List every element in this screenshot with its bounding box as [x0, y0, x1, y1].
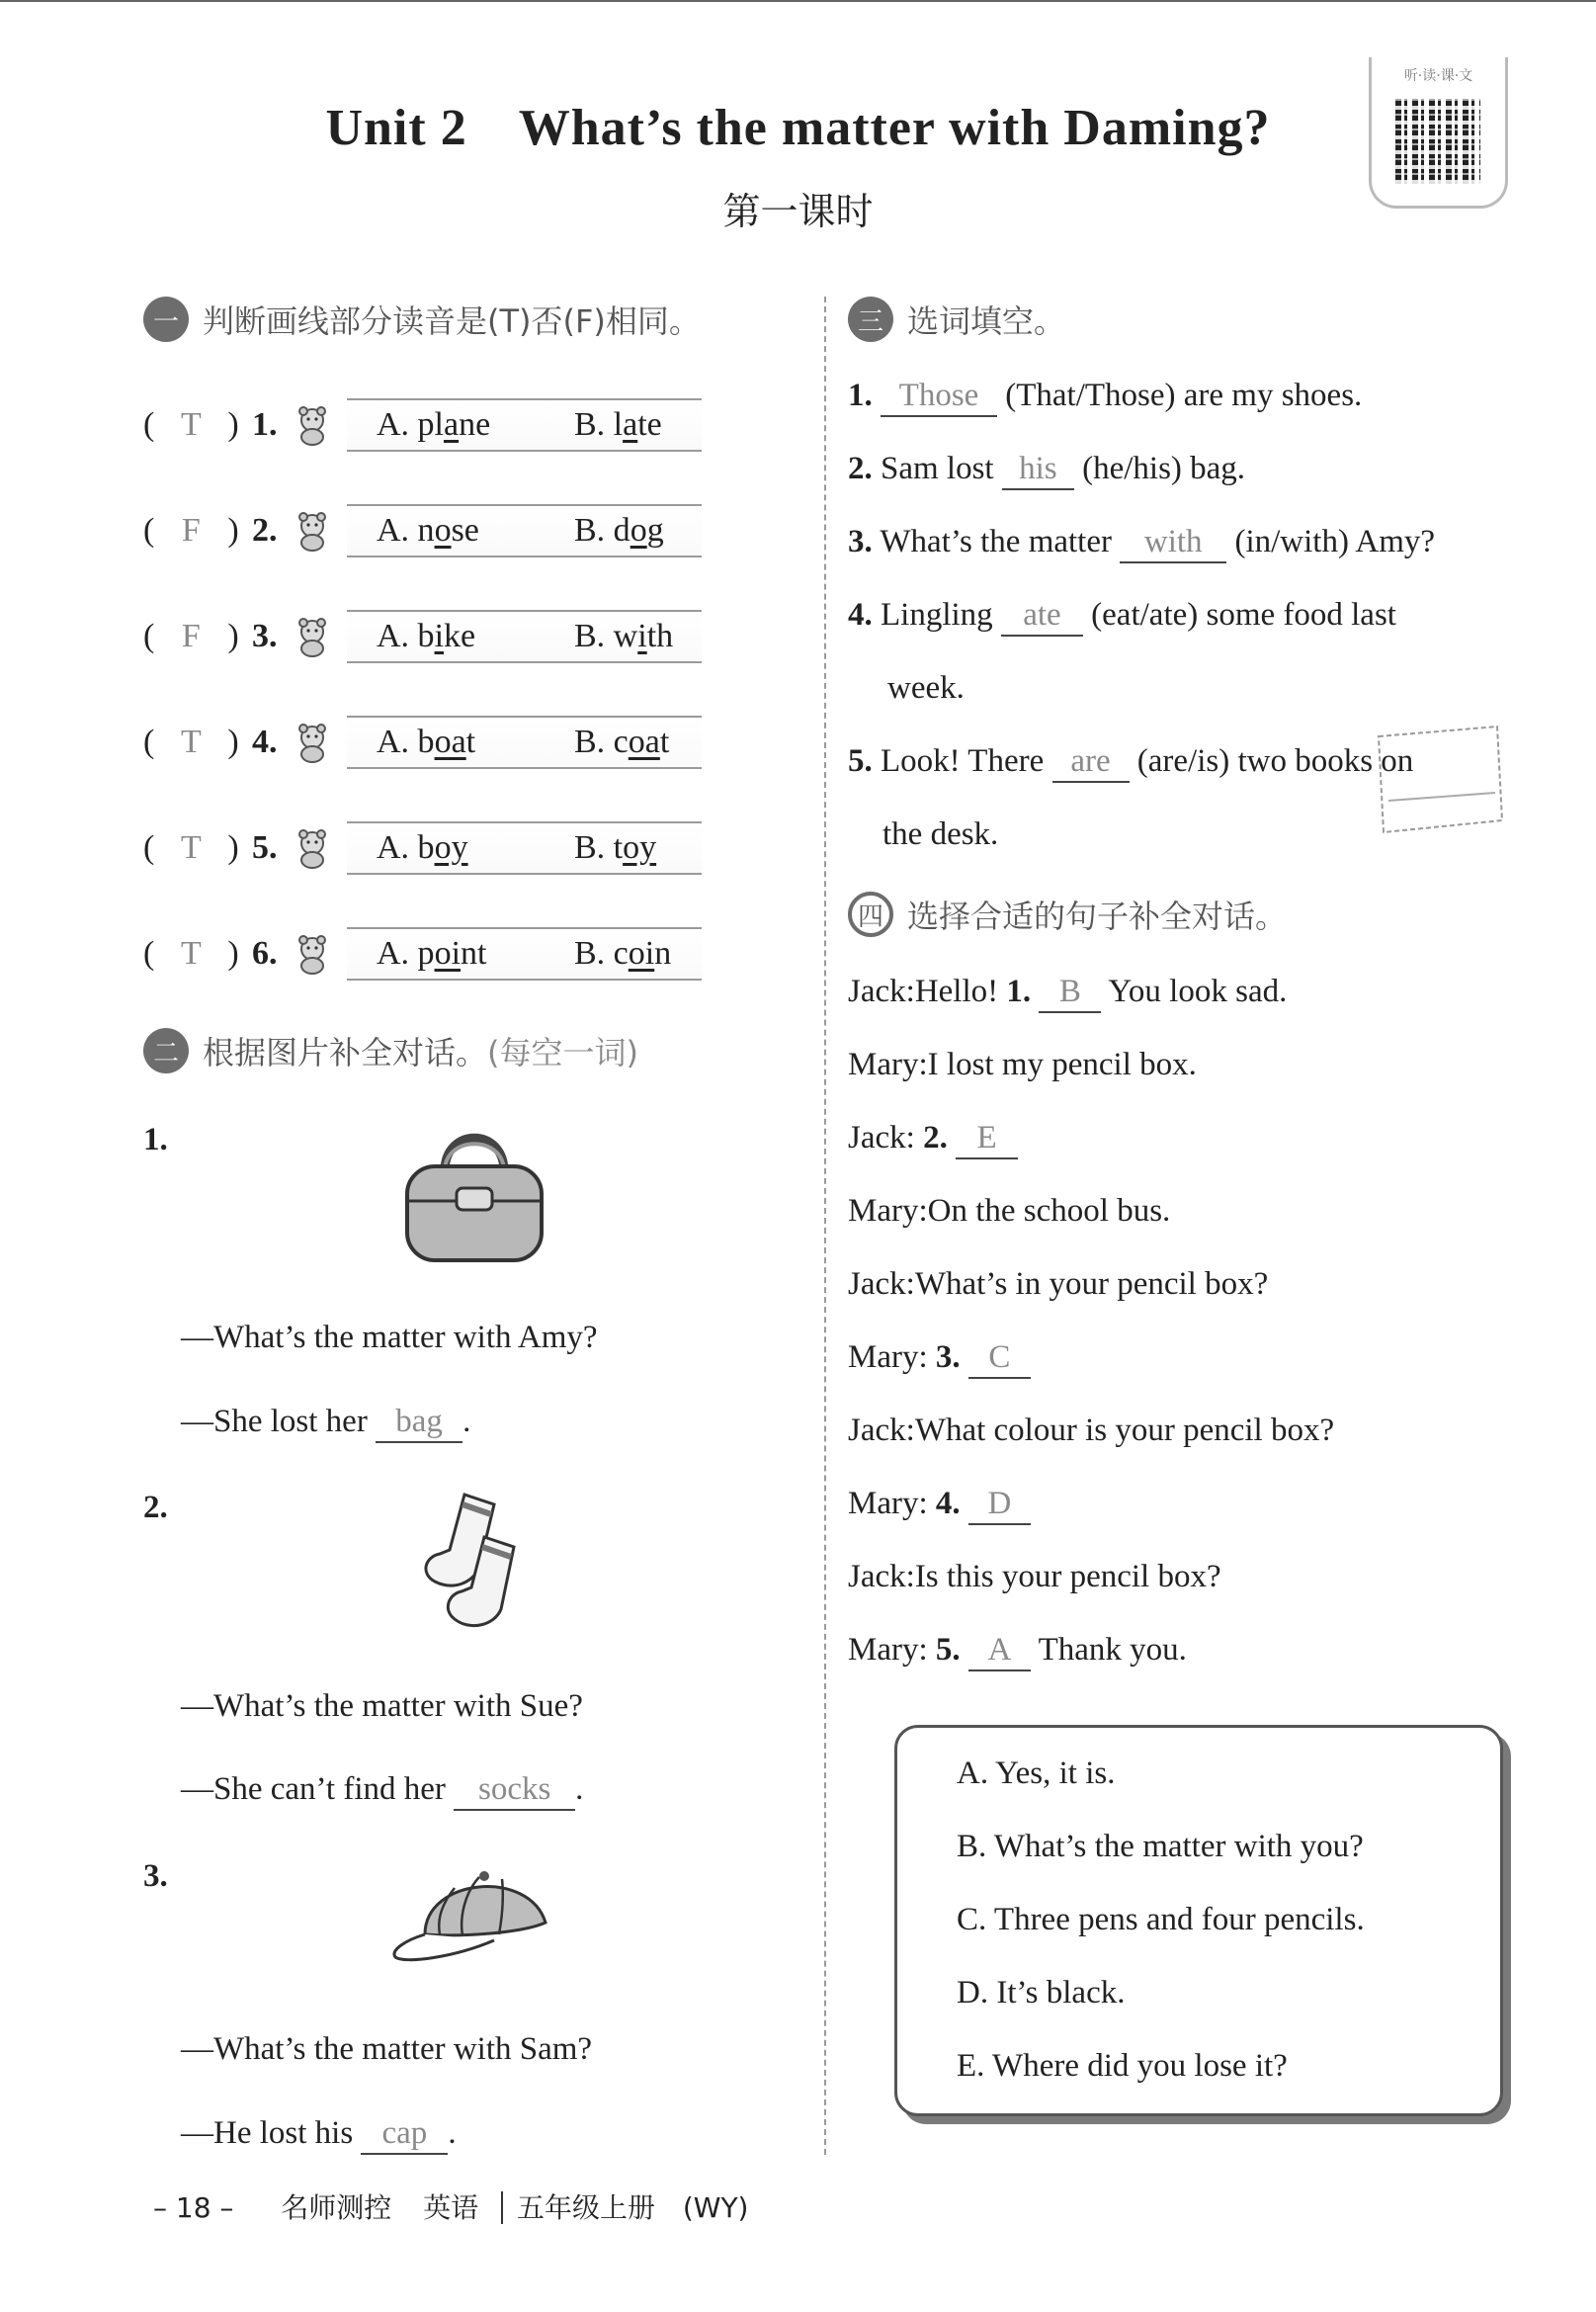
option-e[interactable]: E. Where did you lose it? — [957, 2048, 1288, 2084]
item-number: 3. — [252, 618, 278, 654]
part3-heading — [848, 297, 1065, 342]
answer-paren[interactable]: ( F ) — [143, 512, 239, 549]
item-number: 1. — [848, 378, 873, 413]
part3-item-4-cont: week. — [887, 670, 965, 706]
speaker: Jack: — [848, 1120, 915, 1156]
speaker: Jack: — [848, 1559, 915, 1594]
cap-picture — [385, 1863, 558, 1972]
item-text: Sam lost — [881, 451, 994, 486]
dialog-line — [848, 1486, 1031, 1525]
part3-item-4 — [848, 597, 1396, 637]
part1-number-badge: 一 — [143, 297, 189, 342]
column-divider — [824, 297, 826, 2155]
item-number: 2. — [848, 451, 873, 486]
answer-prefix: —She can’t find her — [181, 1771, 446, 1807]
item-text: (in/with) Amy? — [1234, 524, 1436, 559]
option-a: A. nose — [377, 512, 479, 549]
speaker: Jack: — [848, 1266, 915, 1302]
option-b: B. late — [574, 406, 662, 443]
answer-blank[interactable]: socks — [454, 1773, 575, 1811]
speaker: Mary: — [848, 1193, 928, 1229]
bear-icon — [292, 510, 333, 552]
dialog-line — [848, 1193, 1170, 1230]
dialog-text: On the school bus. — [927, 1193, 1171, 1229]
part3-number-badge: 三 — [848, 297, 893, 342]
judge-answer: T — [180, 724, 202, 760]
speaker: Mary: — [848, 1047, 928, 1082]
answer-blank[interactable]: A — [968, 1634, 1031, 1671]
item-number: 1. — [252, 406, 278, 443]
lesson-subtitle: 第一课时 — [722, 190, 874, 233]
dialog-text: Is this your pencil box? — [914, 1559, 1221, 1594]
option-b: B. dog — [574, 512, 664, 549]
underlined-letters: oy — [623, 829, 657, 866]
part1-row — [143, 395, 702, 455]
part2-a2 — [181, 1771, 583, 1811]
unit-label: Unit 2 — [325, 100, 467, 156]
underlined-letters: o — [434, 512, 452, 549]
option-b: B. with — [574, 618, 674, 654]
option-strip — [347, 716, 702, 769]
qr-code-icon[interactable] — [1395, 99, 1480, 184]
answer-paren[interactable]: ( T ) — [143, 829, 239, 866]
underlined-letters: oa — [434, 724, 466, 760]
underlined-letters: o — [630, 512, 647, 549]
judge-answer: F — [181, 512, 201, 549]
part2-item-number: 3. — [143, 1858, 168, 1894]
option-strip — [347, 504, 702, 557]
option-strip — [347, 610, 702, 663]
option-d[interactable]: D. It’s black. — [957, 1975, 1126, 2011]
part1-row — [143, 713, 702, 772]
dialog-text: I lost my pencil box. — [927, 1047, 1197, 1082]
footer-brand: 名师测控 — [281, 2191, 392, 2224]
option-strip — [347, 821, 702, 875]
item-number: 4. — [848, 597, 873, 633]
option-b: B. coat — [574, 724, 670, 760]
page-footer — [153, 2186, 748, 2226]
underlined-letters: i — [637, 618, 647, 654]
part2-note: (每空一词) — [487, 1034, 638, 1071]
dialog-line — [848, 1413, 1334, 1449]
dialog-line — [848, 1559, 1221, 1595]
part1-row — [143, 818, 702, 878]
option-a: A. plane — [377, 406, 491, 443]
judge-answer: T — [180, 829, 202, 866]
part2-item-number: 1. — [143, 1122, 168, 1157]
answer-blank[interactable]: C — [968, 1341, 1031, 1379]
part2-item-number: 2. — [143, 1490, 168, 1525]
option-strip — [347, 398, 702, 452]
footer-subject: 英语 — [423, 2191, 479, 2224]
part3-item-1 — [848, 378, 1362, 417]
answer-prefix: —She lost her — [181, 1404, 368, 1439]
answer-blank[interactable]: cap — [361, 2117, 448, 2155]
underlined-letters: oi — [434, 935, 462, 972]
dialog-line — [848, 1266, 1268, 1303]
dialog-line — [848, 974, 1287, 1013]
part4-heading — [848, 892, 1287, 937]
dialog-text: Hello! — [914, 974, 999, 1009]
part3-item-3 — [848, 524, 1435, 563]
item-number: 5. — [252, 829, 278, 866]
item-number: 5. — [848, 743, 873, 779]
option-strip — [347, 927, 702, 981]
page-number: – 18 – — [153, 2191, 234, 2224]
underlined-letters: oa — [628, 724, 660, 760]
option-b: B. toy — [574, 829, 657, 866]
qr-caption: 听·读·课·文 — [1403, 68, 1473, 84]
bear-icon — [292, 933, 333, 975]
item-number: 2. — [252, 512, 278, 549]
answer-blank[interactable]: D — [968, 1488, 1031, 1525]
answer-suffix: . — [448, 2115, 457, 2151]
bear-icon — [292, 722, 333, 763]
part1-row — [143, 607, 702, 666]
item-text: Lingling — [881, 597, 993, 633]
option-a: A. boy — [377, 829, 468, 866]
item-text: (he/his) bag. — [1082, 451, 1246, 486]
item-number: 3. — [848, 524, 873, 559]
item-number: 2. — [923, 1120, 948, 1156]
answer-blank[interactable]: B — [1039, 976, 1101, 1013]
dialog-line — [848, 1632, 1187, 1671]
dialog-line — [848, 1339, 1031, 1379]
judge-answer: T — [180, 406, 202, 443]
part2-a1 — [181, 1404, 470, 1443]
answer-paren[interactable]: ( T ) — [143, 935, 239, 972]
item-text: What’s the matter — [880, 524, 1112, 559]
option-b[interactable]: B. What’s the matter with you? — [957, 1829, 1364, 1864]
underlined-letters: oi — [628, 935, 655, 972]
dialog-text: What colour is your pencil box? — [914, 1413, 1335, 1448]
part3-item-5 — [848, 743, 1413, 783]
answer-paren[interactable]: ( F ) — [143, 618, 239, 654]
option-a: A. boat — [377, 724, 476, 760]
item-number: 3. — [935, 1339, 961, 1375]
item-number: 1. — [1006, 974, 1032, 1009]
bear-icon — [292, 404, 333, 446]
option-a[interactable]: A. Yes, it is. — [957, 1755, 1116, 1791]
answer-suffix: . — [575, 1771, 584, 1807]
option-b: B. coin — [574, 935, 672, 972]
dialog-text: Thank you. — [1038, 1632, 1187, 1668]
part1-heading — [143, 297, 701, 342]
answer-blank[interactable]: E — [956, 1122, 1018, 1159]
speaker: Mary: — [848, 1632, 928, 1668]
dialog-text: What’s in your pencil box? — [914, 1266, 1269, 1302]
underlined-letters: a — [444, 406, 460, 443]
option-c[interactable]: C. Three pens and four pencils. — [957, 1902, 1365, 1937]
part3-item-2 — [848, 451, 1245, 490]
part2-a3 — [181, 2115, 457, 2155]
speaker: Jack: — [848, 1413, 915, 1448]
socks-picture — [390, 1483, 558, 1646]
judge-answer: F — [181, 618, 201, 654]
bear-icon — [292, 827, 333, 869]
answer-blank[interactable]: with — [1120, 526, 1226, 563]
part4-number-badge: 四 — [848, 892, 893, 937]
answer-blank[interactable]: bag — [376, 1406, 462, 1443]
speaker: Jack: — [848, 974, 915, 1009]
answer-prefix: —He lost his — [181, 2115, 354, 2151]
item-text: (That/Those) are my shoes. — [1005, 378, 1363, 413]
underlined-letters: oy — [434, 829, 468, 866]
underlined-letters: a — [623, 406, 638, 443]
footer-grade: 五年级上册 — [517, 2191, 656, 2224]
answer-blank[interactable]: are — [1052, 745, 1130, 783]
part2-q2: —What’s the matter with Sue? — [181, 1688, 583, 1724]
unit-title: What’s the matter with Daming? — [518, 100, 1271, 156]
answer-suffix: . — [462, 1404, 471, 1439]
bear-icon — [292, 616, 333, 657]
footer-edition: (WY) — [682, 2191, 749, 2224]
part1-instruction: 判断画线部分读音是(T)否(F)相同。 — [203, 302, 701, 340]
item-number: 5. — [935, 1632, 961, 1668]
item-number: 4. — [935, 1486, 961, 1521]
qr-code-panel[interactable] — [1369, 57, 1508, 209]
option-a: A. bike — [377, 618, 476, 654]
item-number: 4. — [252, 724, 278, 760]
part2-heading — [143, 1028, 638, 1073]
speaker: Mary: — [848, 1339, 928, 1375]
answer-blank[interactable]: Those — [881, 380, 997, 417]
page-title — [0, 99, 1596, 157]
part3-instruction: 选词填空。 — [907, 302, 1066, 340]
answer-paren[interactable]: ( T ) — [143, 406, 239, 443]
dialog-line — [848, 1120, 1018, 1159]
bag-picture — [395, 1117, 553, 1270]
options-box — [894, 1725, 1503, 2116]
item-text: Look! There — [881, 743, 1045, 779]
option-a: A. point — [377, 935, 487, 972]
dialog-line — [848, 1047, 1197, 1083]
stamp-icon — [1369, 722, 1507, 840]
speaker: Mary: — [848, 1486, 928, 1521]
part1-row — [143, 924, 702, 984]
part1-row — [143, 501, 702, 560]
item-number: 6. — [252, 935, 278, 972]
part2-q3: —What’s the matter with Sam? — [181, 2031, 593, 2067]
underlined-letters: i — [434, 618, 445, 654]
judge-answer: T — [180, 935, 202, 972]
answer-blank[interactable]: ate — [1001, 599, 1083, 637]
item-text: (eat/ate) some food last — [1091, 597, 1396, 633]
part2-instruction: 根据图片补全对话。 — [203, 1034, 488, 1071]
answer-blank[interactable]: his — [1002, 453, 1074, 490]
top-rule — [0, 0, 1596, 2]
part2-number-badge: 二 — [143, 1028, 189, 1073]
item-text: (are/is) two books on — [1136, 743, 1414, 779]
answer-paren[interactable]: ( T ) — [143, 724, 239, 760]
part2-q1: —What’s the matter with Amy? — [181, 1320, 598, 1355]
part4-instruction: 选择合适的句子补全对话。 — [907, 898, 1288, 935]
part3-item-5-cont: the desk. — [882, 816, 999, 852]
dialog-text: You look sad. — [1108, 974, 1288, 1009]
